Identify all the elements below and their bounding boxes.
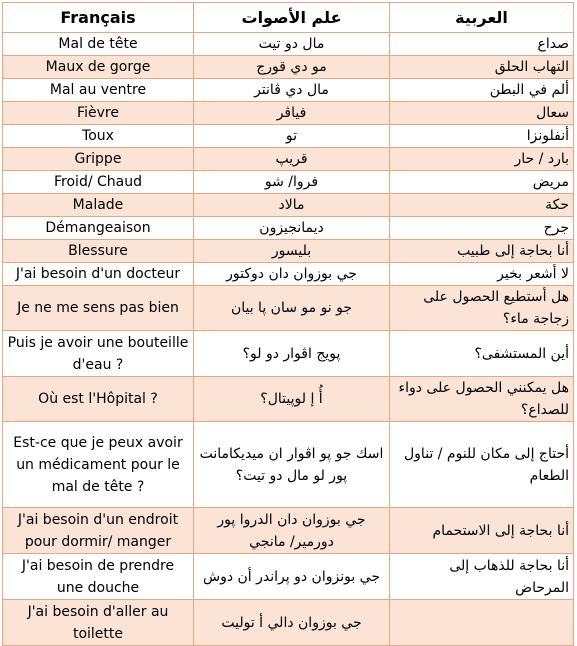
- header-arabic: العربية: [390, 3, 574, 33]
- cell-arabic: لا أشعر بخير: [390, 263, 574, 286]
- cell-phonetic: مالاد: [194, 194, 390, 217]
- table-row: [3, 422, 574, 508]
- header-french: Français: [3, 3, 194, 33]
- cell-arabic: جرح: [390, 217, 574, 240]
- cell-french: Mal de tête: [3, 33, 194, 56]
- cell-french: Toux: [3, 125, 194, 148]
- cell-arabic: هل يمكنني الحصول على دواء للصداع؟: [390, 377, 574, 422]
- cell-arabic: أحتاج إلى مكان للنوم / تناول الطعام: [390, 422, 574, 508]
- cell-french: Mal au ventre: [3, 79, 194, 102]
- cell-french: J'ai besoin d'un endroit pour dormir/ manger: [3, 508, 194, 554]
- cell-arabic: سعال: [390, 102, 574, 125]
- cell-arabic: أنا بحاجة إلى الاستحمام: [390, 508, 574, 554]
- cell-phonetic: أُ إ لوپيتال؟: [194, 377, 390, 422]
- cell-phonetic: بليسور: [194, 240, 390, 263]
- table-row: [3, 125, 574, 148]
- cell-arabic: هل أستطيع الحصول على زجاجة ماء؟: [390, 286, 574, 331]
- table-row: [3, 33, 574, 56]
- cell-arabic: صداع: [390, 33, 574, 56]
- table-row: [3, 217, 574, 240]
- table-row: [3, 331, 574, 377]
- cell-french: Blessure: [3, 240, 194, 263]
- table-row: [3, 56, 574, 79]
- cell-phonetic: جي بونزوان دو پراندر أن دوش: [194, 554, 390, 600]
- table-row: [3, 286, 574, 331]
- cell-phonetic: جو نو مو سان پا بيان: [194, 286, 390, 331]
- cell-french: J'ai besoin de prendre une douche: [3, 554, 194, 600]
- cell-french: Maux de gorge: [3, 56, 194, 79]
- table-row: [3, 377, 574, 422]
- cell-phonetic: قريپ: [194, 148, 390, 171]
- cell-phonetic: اسك جو پو اڤوار ان ميديكامانت پور لو مال دو تيت؟: [194, 422, 390, 508]
- cell-arabic: أنا بحاجة للذهاب إلى المرحاض: [390, 554, 574, 600]
- header-phonetic: علم الأصوات: [194, 3, 390, 33]
- cell-arabic: أين المستشفى؟: [390, 331, 574, 377]
- cell-french: Froid/ Chaud: [3, 171, 194, 194]
- cell-arabic: التهاب الحلق: [390, 56, 574, 79]
- cell-arabic: [390, 600, 574, 646]
- cell-phonetic: پويج اڤوار دو لو؟: [194, 331, 390, 377]
- cell-french: Fièvre: [3, 102, 194, 125]
- cell-arabic: مريض: [390, 171, 574, 194]
- cell-phonetic: مال دو تيت: [194, 33, 390, 56]
- cell-arabic: حكة: [390, 194, 574, 217]
- cell-french: Est-ce que je peux avoir un médicament pour le mal de tête ?: [3, 422, 194, 508]
- cell-phonetic: جي بوزوان دالي أ توليت: [194, 600, 390, 646]
- table-row: [3, 600, 574, 646]
- cell-french: J'ai besoin d'un docteur: [3, 263, 194, 286]
- table-row: [3, 171, 574, 194]
- cell-arabic: ألم في البطن: [390, 79, 574, 102]
- table-row: [3, 554, 574, 600]
- cell-arabic: أنا بحاجة إلى طبيب: [390, 240, 574, 263]
- cell-phonetic: مال دي ڤانتر: [194, 79, 390, 102]
- cell-arabic: بارد / حار: [390, 148, 574, 171]
- cell-french: Malade: [3, 194, 194, 217]
- cell-french: Démangeaison: [3, 217, 194, 240]
- table-row: [3, 102, 574, 125]
- cell-arabic: أنفلونزا: [390, 125, 574, 148]
- cell-french: Je ne me sens pas bien: [3, 286, 194, 331]
- table-row: [3, 194, 574, 217]
- cell-phonetic: فروا/ شو: [194, 171, 390, 194]
- cell-phonetic: جي بوزوان دان الدروا پور دورمير/ مانجي: [194, 508, 390, 554]
- table-row: [3, 148, 574, 171]
- table-row: [3, 508, 574, 554]
- cell-french: Grippe: [3, 148, 194, 171]
- cell-phonetic: مو دي قورج: [194, 56, 390, 79]
- cell-french: Où est l'Hôpital ?: [3, 377, 194, 422]
- table-row: [3, 263, 574, 286]
- vocabulary-table: [2, 2, 574, 646]
- table-row: [3, 79, 574, 102]
- table-row: [3, 240, 574, 263]
- cell-phonetic: فياڤر: [194, 102, 390, 125]
- cell-phonetic: ديمانجيزون: [194, 217, 390, 240]
- cell-french: Puis je avoir une bouteille d'eau ?: [3, 331, 194, 377]
- header-row: [3, 3, 574, 33]
- cell-french: J'ai besoin d'aller au toilette: [3, 600, 194, 646]
- cell-phonetic: جي بوزوان دان دوكتور: [194, 263, 390, 286]
- cell-phonetic: تو: [194, 125, 390, 148]
